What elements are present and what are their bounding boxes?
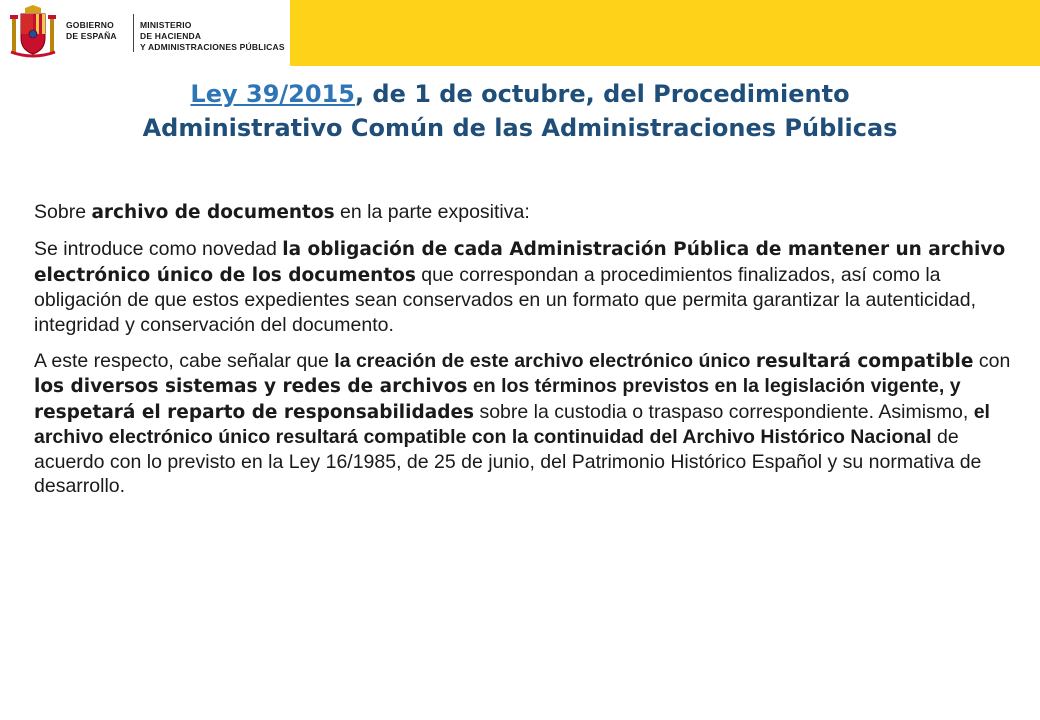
page-title: Ley 39/2015, de 1 de octubre, del Procedimiento Administrativo Común de las Administraciones Públicas (142, 80, 898, 142)
paragraph-1: Sobre archivo de documentos en la parte expositiva: (34, 201, 530, 223)
paragraph-3: A este respecto, cabe señalar que la creación de este archivo electrónico único resultará compatible con los diversos sistemas y redes de archivos en los términos previstos en la legislación vigente, y respetará el reparto de responsabilidades sobre la custodia o traspaso correspondiente. Asimismo, el archivo electrónico único resultará compatible con la continuidad del Archivo Histórico Nacional de acuerdo con lo previsto en la Ley 16/1985, de 25 de junio, del Patrimonio Histórico Español y su normativa de desarrollo. (34, 350, 1011, 498)
paragraph-2: Se introduce como novedad la obligación de cada Administración Pública de mantener un archivo electrónico único de los documentos que correspondan a procedimientos finalizados, así como la obligación de que estos expedientes sean conservados en un formato que permita garantizar la autenticidad, integridad y conservación del documento. (34, 238, 1006, 336)
logo-divider (133, 14, 134, 52)
ministry-label: MINISTERIO DE HACIENDA Y ADMINISTRACIONES PÚBLICAS (140, 20, 285, 52)
law-link[interactable]: Ley 39/2015 (190, 80, 355, 108)
main-text (34, 200, 1019, 510)
government-logo (0, 0, 290, 66)
coat-of-arms-icon (8, 4, 58, 62)
government-label: GOBIERNO DE ESPAÑA (66, 20, 117, 41)
